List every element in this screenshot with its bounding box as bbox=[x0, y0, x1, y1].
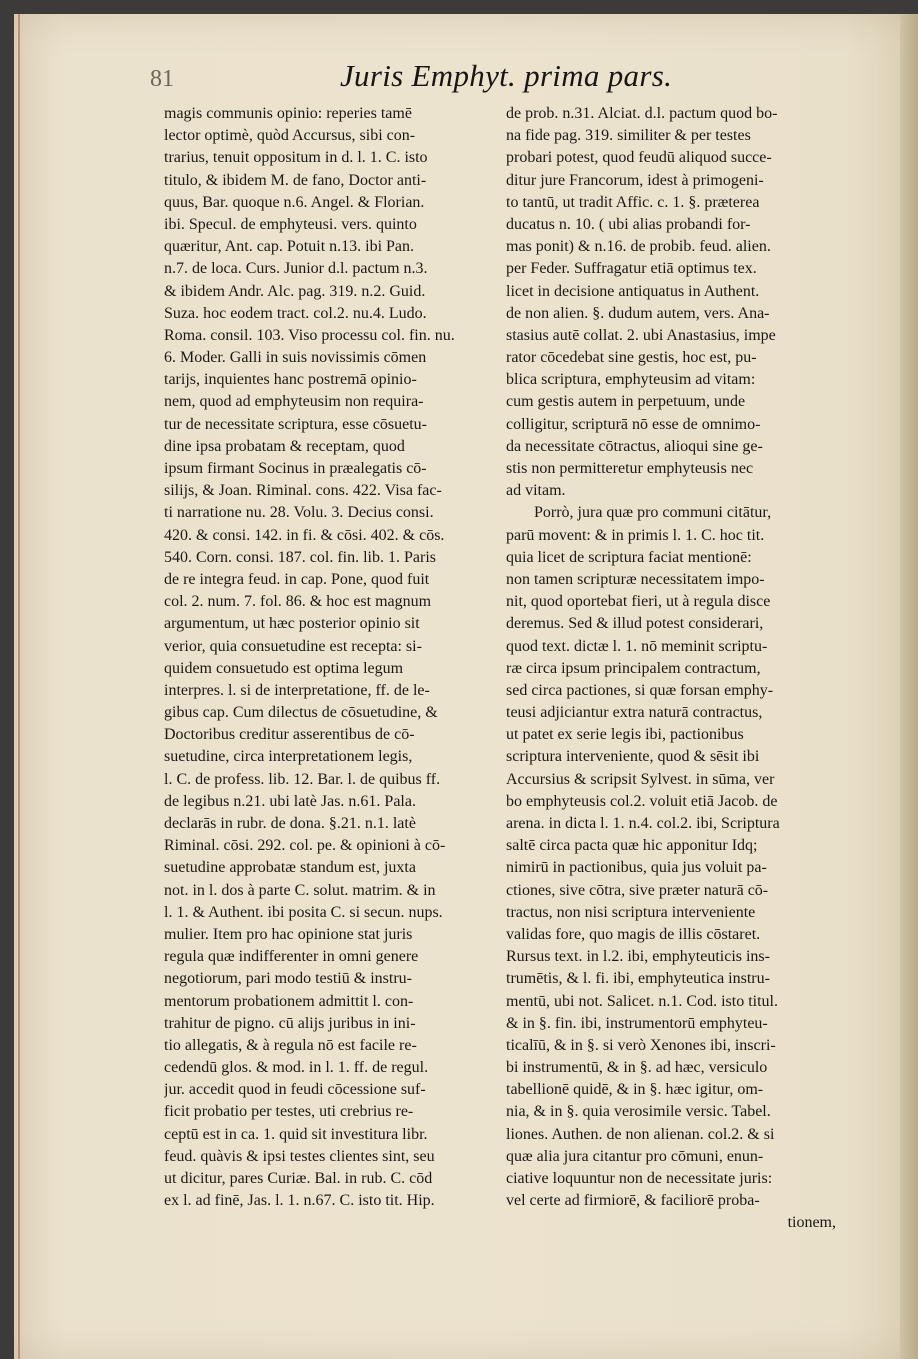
text-line: argumentum, ut hæc posterior opinio sit bbox=[164, 615, 420, 633]
text-line: teusi adjiciantur extra naturā contractus, bbox=[506, 704, 763, 722]
text-line: da necessitate cōtractus, alioqui sine ge- bbox=[506, 437, 763, 455]
text-line: na fide pag. 319. similiter & per testes bbox=[506, 127, 751, 145]
right-text-column bbox=[506, 103, 836, 1235]
text-line: titulo, & ibidem M. de fano, Doctor anti- bbox=[164, 171, 427, 189]
text-line: deremus. Sed & illud potest considerari, bbox=[506, 615, 764, 633]
text-line: saltē circa pacta quæ hic apponitur Idq; bbox=[506, 837, 758, 855]
text-line: quæ alia jura citantur pro cōmuni, enun- bbox=[506, 1147, 764, 1165]
text-line: suetudine, circa interpretationem legis, bbox=[164, 748, 413, 766]
text-line: ut dicitur, pares Curiæ. Bal. in rub. C. cōd bbox=[164, 1170, 433, 1187]
text-line: negotiorum, pari modo testiū & instru- bbox=[164, 970, 412, 988]
text-line: de re integra feud. in cap. Pone, quod fuit bbox=[164, 570, 430, 588]
text-line: nem, quod ad emphyteusim non requira- bbox=[164, 393, 424, 411]
text-line: ex l. ad finē, Jas. l. 1. n.67. C. isto tit. Hip. bbox=[164, 1192, 435, 1210]
text-line: cum gestis autem in perpetuum, unde bbox=[506, 393, 746, 411]
text-line: ipsum firmant Socinus in præalegatis cō- bbox=[164, 460, 427, 477]
text-line: l. C. de profess. lib. 12. Bar. l. de quibus ff. bbox=[164, 770, 441, 788]
text-line: liones. Authen. de non alienan. col.2. & si bbox=[506, 1125, 775, 1143]
text-line: bo emphyteusis col.2. voluit etiā Jacob. de bbox=[506, 792, 778, 810]
text-line: & in §. fin. ibi, instrumentorū emphyteu- bbox=[506, 1014, 768, 1032]
text-line: mentū, ubi not. Salicet. n.1. Cod. isto titul. bbox=[506, 992, 778, 1010]
text-line: quidem consuetudo est optima legum bbox=[164, 659, 404, 677]
text-line: Porrò, jura quæ pro communi citātur, bbox=[534, 504, 772, 522]
text-line: ditur jure Francorum, idest à primogeni- bbox=[506, 171, 764, 189]
text-line: scriptura interveniente, quod & sēsit ibi bbox=[506, 748, 760, 766]
text-line: 6. Moder. Galli in suis novissimis cōmen bbox=[164, 349, 427, 367]
text-line: ducatus n. 10. ( ubi alias probandi for- bbox=[506, 215, 751, 233]
text-line: verior, quia consuetudine est recepta: si- bbox=[164, 637, 422, 655]
text-line: silijs, & Joan. Riminal. cons. 422. Visa fac- bbox=[164, 482, 442, 500]
text-line: probari potest, quod feudū aliquod succe- bbox=[506, 149, 772, 167]
text-line: Doctoribus creditur asserentibus de cō- bbox=[164, 726, 415, 744]
text-line: rator cōcedebat sine gestis, hoc est, pu- bbox=[506, 349, 757, 367]
text-line: & ibidem Andr. Alc. pag. 319. n.2. Guid. bbox=[164, 282, 426, 300]
page-number: 81 bbox=[150, 66, 174, 92]
text-line: col. 2. num. 7. fol. 86. & hoc est magnum bbox=[164, 593, 432, 611]
text-line: ti narratione nu. 28. Volu. 3. Decius consi. bbox=[164, 504, 434, 522]
text-line: l. 1. & Authent. ibi posita C. si secun. nups. bbox=[164, 903, 443, 921]
text-line: not. in l. dos à parte C. solut. matrim. & in bbox=[164, 881, 436, 899]
text-line: ficit probatio per testes, uti crebrius re- bbox=[164, 1103, 414, 1121]
text-line: quæritur, Ant. cap. Potuit n.13. ibi Pan. bbox=[164, 238, 415, 256]
text-line: tio allegatis, & à regula nō est facile re- bbox=[164, 1036, 417, 1054]
text-line: parū movent: & in primis l. 1. C. hoc tit. bbox=[506, 526, 765, 544]
text-line: de non alien. §. dudum autem, vers. Ana- bbox=[506, 304, 770, 322]
text-line: arena. in dicta l. 1. n.4. col.2. ibi, Scriptura bbox=[506, 815, 780, 832]
text-line: per Feder. Suffragatur etiā optimus tex. bbox=[506, 260, 757, 278]
text-line: validas fore, quo magis de illis cōstaret. bbox=[506, 925, 761, 943]
text-line: lector optimè, quòd Accursus, sibi con- bbox=[164, 127, 416, 145]
text-line: sed circa pactiones, si quæ forsan emphy- bbox=[506, 681, 774, 699]
text-line: suetudine approbatæ standum est, juxta bbox=[164, 859, 416, 877]
text-line: regula quæ indifferenter in omni genere bbox=[164, 948, 419, 966]
text-line: to tantū, ut tradit Affic. c. 1. §. præterea bbox=[506, 193, 760, 211]
text-line: non tamen scripturæ necessitatem impo- bbox=[506, 570, 765, 588]
text-line: nia, & in §. quia verosimile versic. Tabel. bbox=[506, 1103, 771, 1121]
text-line: Rursus text. in l.2. ibi, emphyteuticis ins- bbox=[506, 948, 770, 966]
left-text-column bbox=[164, 103, 495, 1212]
text-line: ceptū est in ca. 1. quid sit investitura libr. bbox=[164, 1125, 428, 1143]
text-line: mas ponit) & n.16. de probib. feud. alien. bbox=[506, 238, 771, 256]
page-edge-border bbox=[18, 14, 20, 1359]
text-line: nit, quod oportebat fieri, ut à regula disce bbox=[506, 593, 771, 611]
text-line: Accursius & scripsit Sylvest. in sūma, ver bbox=[506, 770, 775, 788]
text-line: trumētis, & l. fi. ibi, emphyteutica instru- bbox=[506, 970, 770, 988]
text-line: gibus cap. Cum dilectus de cōsuetudine, & bbox=[164, 704, 438, 722]
text-line: vel certe ad firmiorē, & faciliorē proba- bbox=[506, 1192, 760, 1210]
text-line: quus, Bar. quoque n.6. Angel. & Florian. bbox=[164, 193, 425, 211]
text-line: ad vitam. bbox=[506, 482, 566, 500]
text-line: tur de necessitate scriptura, esse cōsuetu- bbox=[164, 415, 428, 433]
text-line: ciative loquuntur non de necessitate juris: bbox=[506, 1170, 773, 1187]
text-line: blica scriptura, emphyteusim ad vitam: bbox=[506, 371, 756, 389]
text-line: jur. accedit quod in feudi cōcessione suf- bbox=[164, 1081, 426, 1099]
text-line: interpres. l. si de interpretatione, ff. de le- bbox=[164, 681, 430, 699]
text-line: de prob. n.31. Alciat. d.l. pactum quod bo- bbox=[506, 105, 778, 122]
text-line: quia licet de scriptura faciat mentionē: bbox=[506, 548, 752, 566]
text-line: magis communis opinio: reperies tamē bbox=[164, 105, 412, 122]
text-line: stasius autē collat. 2. ubi Anastasius, impe bbox=[506, 326, 776, 344]
text-line: mentorum probationem admittit l. con- bbox=[164, 992, 414, 1010]
text-line: ctiones, sive cōtra, sive præter naturā cō- bbox=[506, 881, 769, 899]
text-line: licet in decisione antiquatus in Authent. bbox=[506, 282, 760, 300]
text-line: tarijs, inquientes hanc postremā opinio- bbox=[164, 371, 417, 389]
text-line: 420. & consi. 142. in fi. & cōsi. 402. & cōs. bbox=[164, 526, 445, 544]
text-line: tabellionē quidē, & in §. hæc igitur, om- bbox=[506, 1081, 764, 1099]
text-line: de legibus n.21. ubi latè Jas. n.61. Pala. bbox=[164, 792, 416, 810]
text-line: n.7. de loca. Curs. Junior d.l. pactum n.3. bbox=[164, 260, 428, 278]
text-line: cedendū glos. & mod. in l. 1. ff. de regul. bbox=[164, 1059, 429, 1077]
text-line: mulier. Item pro hac opinione stat juris bbox=[164, 925, 413, 943]
text-line: trarius, tenuit oppositum in d. l. 1. C. isto bbox=[164, 149, 428, 167]
text-line: quod text. dictæ l. 1. nō meminit scriptu- bbox=[506, 637, 768, 655]
text-line: Riminal. cōsi. 292. col. pe. & opinioni à cō- bbox=[164, 837, 446, 855]
text-line: colligitur, scripturā nō esse de omnimo- bbox=[506, 415, 761, 433]
text-line: ræ circa ipsum principalem contractum, bbox=[506, 659, 761, 677]
book-spine bbox=[900, 14, 918, 1359]
text-line: declarās in rubr. de dona. §.21. n.1. latè bbox=[164, 815, 416, 832]
text-line: stis non permitteretur emphyteusis nec bbox=[506, 460, 754, 477]
text-line: ticalīū, & in §. si verò Xenones ibi, inscri- bbox=[506, 1036, 776, 1054]
text-line: dine ipsa probatam & receptam, quod bbox=[164, 437, 405, 455]
text-line: Suza. hoc eodem tract. col.2. nu.4. Ludo. bbox=[164, 304, 427, 322]
text-line: 540. Corn. consi. 187. col. fin. lib. 1. Paris bbox=[164, 548, 436, 566]
text-line: tionem, bbox=[787, 1214, 836, 1232]
running-title: Juris Emphyt. prima pars. bbox=[340, 58, 673, 93]
text-line: bi instrumentū, & in §. ad hæc, versiculo bbox=[506, 1059, 768, 1077]
text-line: feud. quàvis & ipsi testes clientes sint, seu bbox=[164, 1147, 435, 1165]
text-line: ut patet ex serie legis ibi, pactionibus bbox=[506, 726, 744, 744]
text-line: trahitur de pigno. cū alijs juribus in ini- bbox=[164, 1014, 416, 1032]
text-line: nimirū in pactionibus, quia jus voluit pa- bbox=[506, 859, 767, 877]
text-line: ibi. Specul. de emphyteusi. vers. quinto bbox=[164, 215, 417, 233]
text-line: Roma. consil. 103. Viso processu col. fin. nu. bbox=[164, 326, 455, 344]
text-line: tractus, non nisi scriptura interveniente bbox=[506, 903, 756, 921]
